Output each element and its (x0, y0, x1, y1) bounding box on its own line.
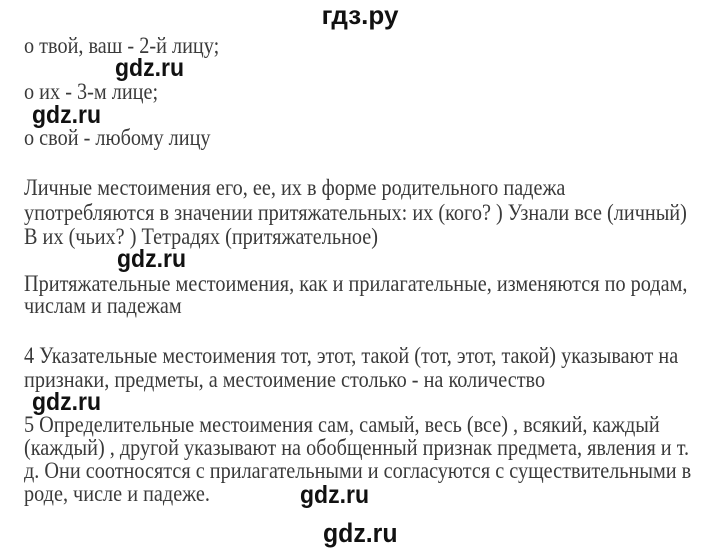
watermark: gdz.ru (115, 54, 184, 82)
text-line: о их - 3-м лице; (24, 79, 159, 104)
text-line: Притяжательные местоимения, как и прилагательные, изменяются по родам, (24, 271, 688, 296)
text-line: употребляются в значении притяжательных: их (кого? ) Узнали все (личный) (24, 200, 687, 225)
text-line: д. Они соотносятся с прилагательными и согласуются с существительными в (24, 458, 692, 483)
text-line: признаки, предметы, а местоимение столько - на количество (24, 367, 546, 392)
text-line: о свой - любому лицу (24, 125, 211, 150)
watermark: gdz.ru (300, 481, 369, 509)
text-line: (каждый) , другой указывают на обобщенный признак предмета, явления и т. (24, 435, 690, 460)
text-line: числам и падежам (24, 293, 182, 318)
watermark: gdz.ru (117, 245, 186, 273)
site-header-title: гдз.ру (321, 0, 399, 30)
watermark: gdz.ru (32, 388, 101, 416)
watermark: gdz.ru (32, 101, 101, 129)
text-line: о твой, ваш - 2-й лицу; (24, 33, 220, 58)
text-line: 4 Указательные местоимения тот, этот, такой (тот, этот, такой) указывают на (24, 343, 679, 368)
text-line: Личные местоимения его, ее, их в форме родительного падежа (24, 175, 566, 200)
footer-watermark: gdz.ru (323, 518, 398, 548)
text-line: роде, числе и падеже. (24, 481, 210, 506)
text-line: В их (чьих? ) Тетрадях (притяжательное) (24, 224, 379, 249)
text-line: 5 Определительные местоимения сам, самый, весь (все) , всякий, каждый (24, 412, 660, 437)
